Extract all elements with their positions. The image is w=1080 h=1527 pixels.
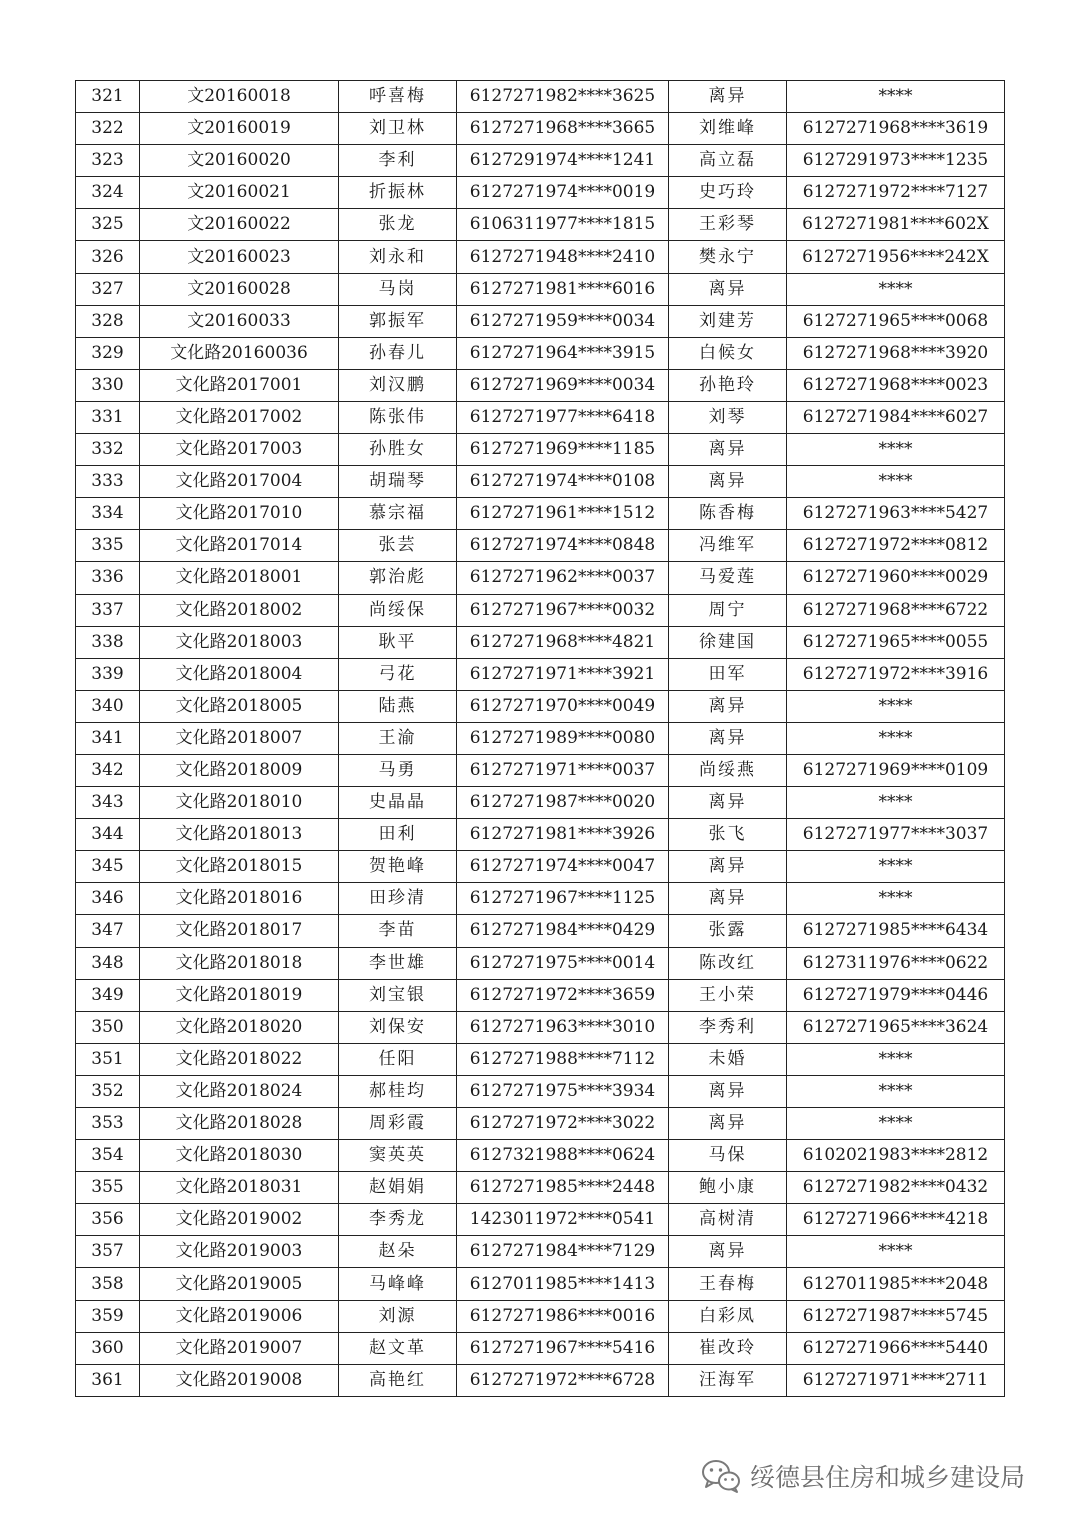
row-number-cell: 345 — [76, 851, 140, 883]
applicant-id-cell: 6127271967****1125 — [457, 883, 669, 915]
spouse-id-cell: 6127271979****0446 — [787, 979, 1005, 1011]
house-code-cell: 文化路2017001 — [140, 369, 339, 401]
house-code-cell: 文化路2018022 — [140, 1043, 339, 1075]
row-number-cell: 361 — [76, 1364, 140, 1396]
spouse-name-cell: 离异 — [669, 722, 787, 754]
applicant-id-cell: 6127271971****0037 — [457, 754, 669, 786]
applicant-id-cell: 6127271974****0848 — [457, 530, 669, 562]
row-number-cell: 357 — [76, 1236, 140, 1268]
spouse-id-cell: 6127271968****6722 — [787, 594, 1005, 626]
applicant-name-cell: 周彩霞 — [339, 1108, 457, 1140]
applicant-name-cell: 张龙 — [339, 209, 457, 241]
row-number-cell: 322 — [76, 113, 140, 145]
spouse-id-cell: 6102021983****2812 — [787, 1140, 1005, 1172]
spouse-name-cell: 离异 — [669, 1236, 787, 1268]
house-code-cell: 文20160023 — [140, 241, 339, 273]
applicant-id-cell: 6127271964****3915 — [457, 337, 669, 369]
row-number-cell: 332 — [76, 434, 140, 466]
spouse-name-cell: 高树清 — [669, 1204, 787, 1236]
row-number-cell: 328 — [76, 305, 140, 337]
applicant-name-cell: 慕宗福 — [339, 498, 457, 530]
spouse-name-cell: 陈改红 — [669, 947, 787, 979]
applicant-id-cell: 6127271961****1512 — [457, 498, 669, 530]
table-row — [76, 466, 1005, 498]
applicant-name-cell: 郭治彪 — [339, 562, 457, 594]
spouse-name-cell: 张飞 — [669, 819, 787, 851]
applicant-name-cell: 弓花 — [339, 658, 457, 690]
spouse-name-cell: 尚绥燕 — [669, 754, 787, 786]
spouse-id-cell: 6127271965****3624 — [787, 1011, 1005, 1043]
table-row — [76, 401, 1005, 433]
spouse-name-cell: 离异 — [669, 81, 787, 113]
housing-applicant-table — [75, 80, 1005, 1397]
table-row — [76, 434, 1005, 466]
applicant-name-cell: 赵朵 — [339, 1236, 457, 1268]
house-code-cell: 文20160021 — [140, 177, 339, 209]
spouse-id-cell: **** — [787, 851, 1005, 883]
table-row — [76, 209, 1005, 241]
applicant-id-cell: 6127271981****3926 — [457, 819, 669, 851]
table-row — [76, 819, 1005, 851]
row-number-cell: 354 — [76, 1140, 140, 1172]
spouse-name-cell: 崔改玲 — [669, 1332, 787, 1364]
table-row — [76, 1364, 1005, 1396]
spouse-id-cell: 6127271965****0055 — [787, 626, 1005, 658]
spouse-id-cell: 6127271956****242X — [787, 241, 1005, 273]
applicant-id-cell: 1423011972****0541 — [457, 1204, 669, 1236]
row-number-cell: 356 — [76, 1204, 140, 1236]
applicant-id-cell: 6127271962****0037 — [457, 562, 669, 594]
spouse-id-cell: 6127271984****6027 — [787, 401, 1005, 433]
row-number-cell: 349 — [76, 979, 140, 1011]
house-code-cell: 文化路2018030 — [140, 1140, 339, 1172]
applicant-id-cell: 6127271968****3665 — [457, 113, 669, 145]
spouse-name-cell: 陈香梅 — [669, 498, 787, 530]
applicant-id-cell: 6127271967****5416 — [457, 1332, 669, 1364]
table-row — [76, 1075, 1005, 1107]
applicant-id-cell: 6127271974****0019 — [457, 177, 669, 209]
row-number-cell: 327 — [76, 273, 140, 305]
table-row — [76, 1011, 1005, 1043]
spouse-name-cell: 张露 — [669, 915, 787, 947]
table-row — [76, 658, 1005, 690]
spouse-id-cell: 6127271977****3037 — [787, 819, 1005, 851]
spouse-name-cell: 史巧玲 — [669, 177, 787, 209]
house-code-cell: 文20160033 — [140, 305, 339, 337]
applicant-id-cell: 6127271948****2410 — [457, 241, 669, 273]
spouse-id-cell: 6127271965****0068 — [787, 305, 1005, 337]
row-number-cell: 340 — [76, 690, 140, 722]
table-row — [76, 1332, 1005, 1364]
row-number-cell: 339 — [76, 658, 140, 690]
spouse-id-cell: 6127271966****5440 — [787, 1332, 1005, 1364]
spouse-id-cell: 6127271966****4218 — [787, 1204, 1005, 1236]
house-code-cell: 文20160028 — [140, 273, 339, 305]
applicant-name-cell: 刘汉鹏 — [339, 369, 457, 401]
applicant-name-cell: 刘保安 — [339, 1011, 457, 1043]
applicant-id-cell: 6127271968****4821 — [457, 626, 669, 658]
applicant-id-cell: 6127271969****1185 — [457, 434, 669, 466]
table-row — [76, 1140, 1005, 1172]
table-row — [76, 241, 1005, 273]
row-number-cell: 350 — [76, 1011, 140, 1043]
spouse-id-cell: 6127271960****0029 — [787, 562, 1005, 594]
applicant-id-cell: 6127271985****2448 — [457, 1172, 669, 1204]
house-code-cell: 文20160022 — [140, 209, 339, 241]
applicant-name-cell: 刘卫林 — [339, 113, 457, 145]
spouse-id-cell: 6127271971****2711 — [787, 1364, 1005, 1396]
spouse-id-cell: 6127271963****5427 — [787, 498, 1005, 530]
spouse-id-cell: **** — [787, 1108, 1005, 1140]
spouse-name-cell: 离异 — [669, 434, 787, 466]
spouse-name-cell: 孙艳玲 — [669, 369, 787, 401]
applicant-name-cell: 李利 — [339, 145, 457, 177]
house-code-cell: 文化路2017003 — [140, 434, 339, 466]
spouse-id-cell: **** — [787, 1043, 1005, 1075]
table-row — [76, 305, 1005, 337]
applicant-id-cell: 6127271974****0108 — [457, 466, 669, 498]
spouse-id-cell: **** — [787, 273, 1005, 305]
applicant-id-cell: 6106311977****1815 — [457, 209, 669, 241]
house-code-cell: 文20160018 — [140, 81, 339, 113]
spouse-id-cell: **** — [787, 883, 1005, 915]
spouse-name-cell: 徐建国 — [669, 626, 787, 658]
applicant-name-cell: 赵娟娟 — [339, 1172, 457, 1204]
house-code-cell: 文化路2019007 — [140, 1332, 339, 1364]
table-row — [76, 1043, 1005, 1075]
applicant-name-cell: 赵文革 — [339, 1332, 457, 1364]
spouse-name-cell: 高立磊 — [669, 145, 787, 177]
row-number-cell: 326 — [76, 241, 140, 273]
applicant-name-cell: 陈张伟 — [339, 401, 457, 433]
applicant-name-cell: 孙胜女 — [339, 434, 457, 466]
spouse-name-cell: 鲍小康 — [669, 1172, 787, 1204]
row-number-cell: 342 — [76, 754, 140, 786]
applicant-name-cell: 任阳 — [339, 1043, 457, 1075]
spouse-id-cell: **** — [787, 466, 1005, 498]
spouse-name-cell: 樊永宁 — [669, 241, 787, 273]
applicant-name-cell: 张芸 — [339, 530, 457, 562]
house-code-cell: 文化路2018010 — [140, 787, 339, 819]
house-code-cell: 文化路2018005 — [140, 690, 339, 722]
row-number-cell: 321 — [76, 81, 140, 113]
applicant-id-cell: 6127271972****3659 — [457, 979, 669, 1011]
applicant-id-cell: 6127271974****0047 — [457, 851, 669, 883]
spouse-id-cell: 6127011985****2048 — [787, 1268, 1005, 1300]
spouse-name-cell: 离异 — [669, 466, 787, 498]
applicant-id-cell: 6127271969****0034 — [457, 369, 669, 401]
row-number-cell: 335 — [76, 530, 140, 562]
spouse-name-cell: 离异 — [669, 690, 787, 722]
applicant-name-cell: 刘源 — [339, 1300, 457, 1332]
row-number-cell: 348 — [76, 947, 140, 979]
row-number-cell: 344 — [76, 819, 140, 851]
spouse-name-cell: 白候女 — [669, 337, 787, 369]
spouse-name-cell: 刘建芳 — [669, 305, 787, 337]
watermark-text: 绥德县住房和城乡建设局 — [750, 1463, 1026, 1492]
spouse-name-cell: 离异 — [669, 1108, 787, 1140]
spouse-id-cell: 6127271968****3920 — [787, 337, 1005, 369]
table-row — [76, 145, 1005, 177]
table-row — [76, 1236, 1005, 1268]
table-row — [76, 337, 1005, 369]
table-row — [76, 530, 1005, 562]
spouse-name-cell: 马保 — [669, 1140, 787, 1172]
applicant-name-cell: 李苗 — [339, 915, 457, 947]
house-code-cell: 文化路2018007 — [140, 722, 339, 754]
spouse-id-cell: 6127271981****602X — [787, 209, 1005, 241]
row-number-cell: 333 — [76, 466, 140, 498]
wechat-icon — [700, 1458, 742, 1494]
table-row — [76, 883, 1005, 915]
row-number-cell: 347 — [76, 915, 140, 947]
spouse-name-cell: 王春梅 — [669, 1268, 787, 1300]
wechat-account-watermark — [700, 1458, 1025, 1494]
house-code-cell: 文20160020 — [140, 145, 339, 177]
spouse-name-cell: 未婚 — [669, 1043, 787, 1075]
house-code-cell: 文化路2018028 — [140, 1108, 339, 1140]
table-body — [76, 81, 1005, 1397]
applicant-name-cell: 田珍清 — [339, 883, 457, 915]
applicant-id-cell: 6127271984****7129 — [457, 1236, 669, 1268]
spouse-id-cell: 6127311976****0622 — [787, 947, 1005, 979]
row-number-cell: 352 — [76, 1075, 140, 1107]
row-number-cell: 337 — [76, 594, 140, 626]
row-number-cell: 343 — [76, 787, 140, 819]
applicant-id-cell: 6127271970****0049 — [457, 690, 669, 722]
row-number-cell: 330 — [76, 369, 140, 401]
applicant-name-cell: 马峰峰 — [339, 1268, 457, 1300]
spouse-id-cell: 6127271982****0432 — [787, 1172, 1005, 1204]
house-code-cell: 文化路2017002 — [140, 401, 339, 433]
applicant-name-cell: 陆燕 — [339, 690, 457, 722]
spouse-id-cell: 6127271972****3916 — [787, 658, 1005, 690]
spouse-id-cell: **** — [787, 787, 1005, 819]
house-code-cell: 文化路2018003 — [140, 626, 339, 658]
applicant-id-cell: 6127271967****0032 — [457, 594, 669, 626]
spouse-name-cell: 汪海军 — [669, 1364, 787, 1396]
spouse-id-cell: 6127271968****3619 — [787, 113, 1005, 145]
applicant-name-cell: 贺艳峰 — [339, 851, 457, 883]
table-row — [76, 722, 1005, 754]
row-number-cell: 334 — [76, 498, 140, 530]
table-row — [76, 626, 1005, 658]
table-row — [76, 1172, 1005, 1204]
table-row — [76, 81, 1005, 113]
applicant-name-cell: 李秀龙 — [339, 1204, 457, 1236]
spouse-name-cell: 刘琴 — [669, 401, 787, 433]
row-number-cell: 353 — [76, 1108, 140, 1140]
applicant-id-cell: 6127271963****3010 — [457, 1011, 669, 1043]
house-code-cell: 文化路2019005 — [140, 1268, 339, 1300]
applicant-id-cell: 6127271981****6016 — [457, 273, 669, 305]
row-number-cell: 325 — [76, 209, 140, 241]
applicant-id-cell: 6127271989****0080 — [457, 722, 669, 754]
spouse-name-cell: 白彩凤 — [669, 1300, 787, 1332]
applicant-id-cell: 6127271972****3022 — [457, 1108, 669, 1140]
row-number-cell: 341 — [76, 722, 140, 754]
spouse-name-cell: 离异 — [669, 851, 787, 883]
house-code-cell: 文化路2017004 — [140, 466, 339, 498]
table-row — [76, 1204, 1005, 1236]
applicant-id-cell: 6127271984****0429 — [457, 915, 669, 947]
applicant-id-cell: 6127271972****6728 — [457, 1364, 669, 1396]
applicant-name-cell: 郭振军 — [339, 305, 457, 337]
table-row — [76, 1268, 1005, 1300]
row-number-cell: 360 — [76, 1332, 140, 1364]
house-code-cell: 文化路2018009 — [140, 754, 339, 786]
applicant-name-cell: 胡瑞琴 — [339, 466, 457, 498]
house-code-cell: 文化路2018031 — [140, 1172, 339, 1204]
spouse-id-cell: 6127271987****5745 — [787, 1300, 1005, 1332]
spouse-name-cell: 刘维峰 — [669, 113, 787, 145]
table-row — [76, 562, 1005, 594]
applicant-name-cell: 刘宝银 — [339, 979, 457, 1011]
spouse-id-cell: **** — [787, 690, 1005, 722]
table-row — [76, 754, 1005, 786]
spouse-name-cell: 田军 — [669, 658, 787, 690]
applicant-id-cell: 6127271986****0016 — [457, 1300, 669, 1332]
applicant-id-cell: 6127271959****0034 — [457, 305, 669, 337]
house-code-cell: 文化路2018019 — [140, 979, 339, 1011]
table-row — [76, 690, 1005, 722]
applicant-name-cell: 刘永和 — [339, 241, 457, 273]
table-row — [76, 787, 1005, 819]
row-number-cell: 358 — [76, 1268, 140, 1300]
house-code-cell: 文化路2019002 — [140, 1204, 339, 1236]
applicant-name-cell: 尚绥保 — [339, 594, 457, 626]
applicant-id-cell: 6127271987****0020 — [457, 787, 669, 819]
table-row — [76, 498, 1005, 530]
house-code-cell: 文化路2018024 — [140, 1075, 339, 1107]
spouse-id-cell: 6127291973****1235 — [787, 145, 1005, 177]
table-row — [76, 177, 1005, 209]
spouse-name-cell: 离异 — [669, 273, 787, 305]
spouse-id-cell: 6127271969****0109 — [787, 754, 1005, 786]
spouse-id-cell: 6127271972****7127 — [787, 177, 1005, 209]
house-code-cell: 文化路2018018 — [140, 947, 339, 979]
table-row — [76, 273, 1005, 305]
row-number-cell: 359 — [76, 1300, 140, 1332]
house-code-cell: 文化路2018013 — [140, 819, 339, 851]
house-code-cell: 文20160019 — [140, 113, 339, 145]
house-code-cell: 文化路2018020 — [140, 1011, 339, 1043]
applicant-id-cell: 6127291974****1241 — [457, 145, 669, 177]
table-row — [76, 947, 1005, 979]
applicant-name-cell: 马勇 — [339, 754, 457, 786]
row-number-cell: 336 — [76, 562, 140, 594]
applicant-name-cell: 高艳红 — [339, 1364, 457, 1396]
row-number-cell: 338 — [76, 626, 140, 658]
house-code-cell: 文化路2018004 — [140, 658, 339, 690]
applicant-name-cell: 王渝 — [339, 722, 457, 754]
applicant-name-cell: 郝桂均 — [339, 1075, 457, 1107]
house-code-cell: 文化路2019006 — [140, 1300, 339, 1332]
table-row — [76, 979, 1005, 1011]
spouse-name-cell: 冯维军 — [669, 530, 787, 562]
spouse-id-cell: 6127271972****0812 — [787, 530, 1005, 562]
applicant-id-cell: 6127271971****3921 — [457, 658, 669, 690]
spouse-name-cell: 周宁 — [669, 594, 787, 626]
applicant-id-cell: 6127271982****3625 — [457, 81, 669, 113]
house-code-cell: 文化路2017010 — [140, 498, 339, 530]
house-code-cell: 文化路2018015 — [140, 851, 339, 883]
spouse-name-cell: 王彩琴 — [669, 209, 787, 241]
applicant-name-cell: 孙春儿 — [339, 337, 457, 369]
house-code-cell: 文化路2018001 — [140, 562, 339, 594]
spouse-id-cell: 6127271968****0023 — [787, 369, 1005, 401]
spouse-name-cell: 马爱莲 — [669, 562, 787, 594]
applicant-id-cell: 6127271988****7112 — [457, 1043, 669, 1075]
spouse-name-cell: 离异 — [669, 787, 787, 819]
applicant-name-cell: 史晶晶 — [339, 787, 457, 819]
spouse-id-cell: **** — [787, 81, 1005, 113]
applicant-name-cell: 马岗 — [339, 273, 457, 305]
house-code-cell: 文化路2019003 — [140, 1236, 339, 1268]
spouse-id-cell: **** — [787, 1075, 1005, 1107]
applicant-id-cell: 6127271975****3934 — [457, 1075, 669, 1107]
applicant-name-cell: 田利 — [339, 819, 457, 851]
spouse-id-cell: **** — [787, 722, 1005, 754]
table-row — [76, 851, 1005, 883]
applicant-id-cell: 6127271975****0014 — [457, 947, 669, 979]
row-number-cell: 331 — [76, 401, 140, 433]
spouse-id-cell: 6127271985****6434 — [787, 915, 1005, 947]
row-number-cell: 346 — [76, 883, 140, 915]
table-row — [76, 594, 1005, 626]
applicant-name-cell: 窦英英 — [339, 1140, 457, 1172]
house-code-cell: 文化路2018002 — [140, 594, 339, 626]
spouse-id-cell: **** — [787, 434, 1005, 466]
applicant-id-cell: 6127011985****1413 — [457, 1268, 669, 1300]
house-code-cell: 文化路2018017 — [140, 915, 339, 947]
row-number-cell: 323 — [76, 145, 140, 177]
applicant-id-cell: 6127271977****6418 — [457, 401, 669, 433]
row-number-cell: 324 — [76, 177, 140, 209]
spouse-name-cell: 离异 — [669, 1075, 787, 1107]
table-row — [76, 369, 1005, 401]
table-row — [76, 915, 1005, 947]
table-row — [76, 1300, 1005, 1332]
row-number-cell: 329 — [76, 337, 140, 369]
applicant-id-cell: 6127321988****0624 — [457, 1140, 669, 1172]
spouse-name-cell: 李秀利 — [669, 1011, 787, 1043]
applicant-name-cell: 呼喜梅 — [339, 81, 457, 113]
table-row — [76, 113, 1005, 145]
table-row — [76, 1108, 1005, 1140]
applicant-name-cell: 折振林 — [339, 177, 457, 209]
applicant-name-cell: 耿平 — [339, 626, 457, 658]
house-code-cell: 文化路2019008 — [140, 1364, 339, 1396]
applicant-name-cell: 李世雄 — [339, 947, 457, 979]
spouse-id-cell: **** — [787, 1236, 1005, 1268]
row-number-cell: 351 — [76, 1043, 140, 1075]
spouse-name-cell: 离异 — [669, 883, 787, 915]
house-code-cell: 文化路2017014 — [140, 530, 339, 562]
house-code-cell: 文化路2018016 — [140, 883, 339, 915]
spouse-name-cell: 王小荣 — [669, 979, 787, 1011]
house-code-cell: 文化路20160036 — [140, 337, 339, 369]
row-number-cell: 355 — [76, 1172, 140, 1204]
